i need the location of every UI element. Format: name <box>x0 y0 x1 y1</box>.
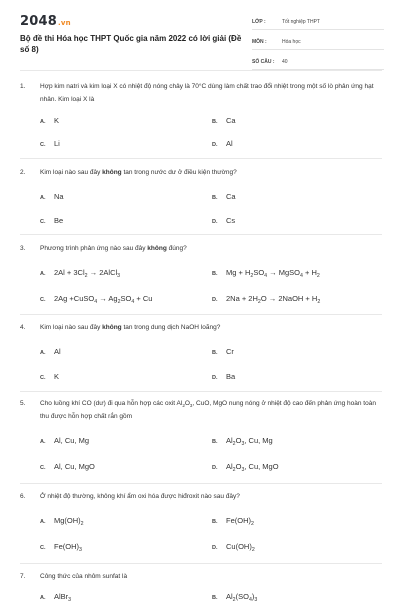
option-text: Al <box>54 347 61 356</box>
option-letter: C. <box>40 297 46 303</box>
option-text: $2Na + 2H_2O$ → 2NaOH + $H_2$ <box>226 294 321 305</box>
option-letter: A. <box>40 119 46 125</box>
option-letter: C. <box>40 142 46 148</box>
option-letter: A. <box>40 350 46 356</box>
option-text: $2Al + 3Cl_2$ → 2AlCl$_3$ <box>54 268 121 279</box>
option-text: Al <box>226 139 233 148</box>
option-d[interactable] <box>212 372 235 381</box>
option-text: Li <box>54 139 60 148</box>
option-a[interactable] <box>40 116 59 125</box>
logo-main: 2048 <box>20 14 57 29</box>
option-letter: D. <box>212 142 218 148</box>
option-c[interactable] <box>40 462 95 471</box>
option-text: Al, Cu, MgO <box>54 462 95 471</box>
option-letter: D. <box>212 545 218 551</box>
option-letter: B. <box>212 350 218 356</box>
meta-row-class <box>252 14 384 30</box>
question-number: 3. <box>20 245 26 252</box>
meta-key: MÔN : <box>252 38 267 45</box>
header-divider <box>20 70 382 71</box>
meta-row-subject <box>252 34 384 50</box>
text-emphasis: không <box>102 169 122 176</box>
option-letter: D. <box>212 297 218 303</box>
question-text <box>20 397 384 423</box>
question-body: Cho luồng khí CO (dư) đi qua hỗn hợp các oxit $Al_2O_3$, CuO, MgO nung nóng ở nhiệt độ cao đến phản ứng hoàn toàn thu được hỗn hợp chất rắn gồm <box>40 400 376 420</box>
option-a[interactable] <box>40 268 120 277</box>
meta-value: Hóa học <box>282 38 301 45</box>
option-text: $Al_2O_3$, Cu, Mg <box>226 436 273 447</box>
question-text <box>20 490 384 503</box>
option-text: Al, Cu, Mg <box>54 436 90 445</box>
option-letter: B. <box>212 439 218 445</box>
meta-value: 40 <box>282 58 288 65</box>
logo-suffix: .vn <box>57 19 71 27</box>
option-letter: B. <box>212 119 218 125</box>
option-b[interactable] <box>212 116 236 125</box>
option-letter: C. <box>40 219 46 225</box>
option-letter: D. <box>212 219 218 225</box>
option-a[interactable] <box>40 347 61 356</box>
document-meta <box>252 14 384 74</box>
option-b[interactable] <box>212 268 320 277</box>
option-c[interactable] <box>40 372 59 381</box>
question-divider <box>20 234 382 235</box>
option-text: $Cu(OH)_2$ <box>226 542 255 553</box>
option-d[interactable] <box>212 139 233 148</box>
option-d[interactable] <box>212 216 235 225</box>
option-text: $Mg(OH)_2$ <box>54 516 84 527</box>
option-letter: C. <box>40 545 46 551</box>
question-number: 1. <box>20 83 26 90</box>
option-b[interactable] <box>212 436 273 445</box>
question-number: 4. <box>20 324 26 331</box>
text-part: Phương trình phản ứng nào sau đây <box>40 245 148 252</box>
option-text: Ca <box>226 116 236 125</box>
option-text: Cr <box>226 347 234 356</box>
text-part: đúng? <box>166 245 187 252</box>
site-logo[interactable] <box>20 14 71 29</box>
text-part: Kim loại nào sau đây <box>40 169 103 176</box>
option-text: $Al_2(SO_4)_3$ <box>226 592 258 603</box>
question-text <box>20 321 384 334</box>
option-c[interactable] <box>40 216 63 225</box>
option-a[interactable] <box>40 192 64 201</box>
question-divider <box>20 483 382 484</box>
meta-row-count <box>252 54 384 70</box>
question-divider <box>20 158 382 159</box>
option-a[interactable] <box>40 436 89 445</box>
option-text: $Fe(OH)_2$ <box>226 516 254 527</box>
question-body: Hợp kim natri và kim loại X có nhiệt độ nóng chảy là 70°C dùng làm chất trao đổi nhiệt trong một số lò phản ứng hạt nhân. Kim loại X là <box>40 83 374 103</box>
option-letter: C. <box>40 465 46 471</box>
question-text <box>20 80 384 106</box>
question-text <box>20 166 384 179</box>
option-text: $Fe(OH)_3$ <box>54 542 82 553</box>
question-number: 5. <box>20 400 26 407</box>
option-text: $Mg + H_2SO_4$ → MgSO$_4$ + $H_2$ <box>226 268 320 279</box>
text-part: tan trong dung dịch NaOH loãng? <box>121 324 221 331</box>
option-text: K <box>54 116 60 125</box>
question-text <box>20 242 384 255</box>
option-letter: A. <box>40 195 46 201</box>
option-letter: C. <box>40 375 46 381</box>
question-number: 2. <box>20 169 26 176</box>
option-text: AlBr$_3$ <box>54 592 72 603</box>
document-title: Bộ đề thi Hóa học THPT Quốc gia năm 2022 có lời giải (Đề số 8) <box>20 34 242 54</box>
question-body <box>40 166 384 179</box>
question-text <box>20 570 384 583</box>
text-emphasis: không <box>102 324 122 331</box>
option-text: Ba <box>226 372 236 381</box>
question-number: 7. <box>20 573 26 580</box>
option-letter: B. <box>212 271 218 277</box>
meta-key: LỚP : <box>252 18 266 25</box>
question-body: Công thức của nhôm sunfat là <box>40 573 128 580</box>
option-letter: B. <box>212 195 218 201</box>
option-letter: D. <box>212 375 218 381</box>
option-text: Be <box>54 216 64 225</box>
option-text: 2Ag +CuSO$_4$ → $Ag_2SO_4 + Cu$ <box>54 294 153 305</box>
option-text: Ca <box>226 192 236 201</box>
option-d[interactable] <box>212 294 320 303</box>
question-divider <box>20 391 382 392</box>
option-letter: A. <box>40 519 46 525</box>
option-letter: B. <box>212 519 218 525</box>
question-body: Ở nhiệt độ thường, không khí ẩm oxi hóa được hiđroxit nào sau đây? <box>40 493 240 500</box>
option-c[interactable] <box>40 139 60 148</box>
question-divider <box>20 563 382 564</box>
question-body <box>40 242 384 255</box>
option-letter: A. <box>40 439 46 445</box>
question-body <box>40 321 384 334</box>
option-d[interactable] <box>212 542 255 551</box>
option-b[interactable] <box>212 192 236 201</box>
option-text: Cs <box>226 216 236 225</box>
option-d[interactable] <box>212 462 279 471</box>
option-text: Na <box>54 192 64 201</box>
option-b[interactable] <box>212 516 254 525</box>
option-a[interactable] <box>40 516 84 525</box>
option-letter: D. <box>212 465 218 471</box>
text-part: Kim loại nào sau đây <box>40 324 103 331</box>
option-c[interactable] <box>40 294 152 303</box>
option-b[interactable] <box>212 347 234 356</box>
question-divider <box>20 314 382 315</box>
option-text: K <box>54 372 60 381</box>
question-number: 6. <box>20 493 26 500</box>
text-part: tan trong nước dư ở điều kiện thường? <box>121 169 237 176</box>
option-c[interactable] <box>40 542 82 551</box>
option-letter: A. <box>40 271 46 277</box>
option-text: $Al_2O_3$, Cu, MgO <box>226 462 279 473</box>
option-letter: B. <box>212 595 218 601</box>
option-letter: A. <box>40 595 46 601</box>
text-emphasis: không <box>147 245 167 252</box>
meta-value: Tốt nghiệp THPT <box>282 18 320 25</box>
meta-key: SỐ CÂU : <box>252 58 275 65</box>
